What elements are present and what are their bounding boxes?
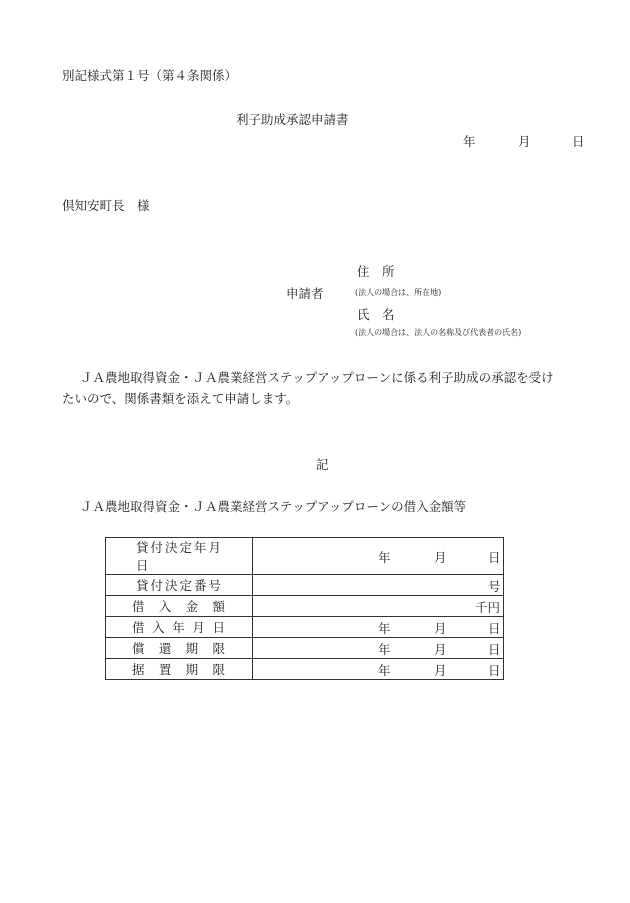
row-value-cell [253,638,504,659]
row-label-cell [106,575,253,596]
table-row [106,538,504,575]
date-year-label: 年 [463,134,476,149]
name-note: (法人の場合は、法人の名称及び代表者の氏名) [355,328,522,337]
row-label-cell [106,596,253,617]
row-label: 償 還 期 限 [132,641,225,656]
number-suffix: 号 [488,579,501,594]
row-label-cell [106,638,253,659]
year-label: 年 [378,642,391,657]
row-label: 貸付決定番号 [136,578,224,593]
address-note: (法人の場合は、所在地) [355,288,442,297]
table-row [106,617,504,638]
form-number: 別記様式第１号（第４条関係） [62,68,238,83]
row-value-cell [253,575,504,596]
row-value-cell [253,617,504,638]
body-line-1: ＪＡ農地取得資金・ＪＡ農業経営ステップアップローンに係る利子助成の承認を受け [80,370,554,385]
name-label: 氏 名 [357,307,395,322]
date-day-label: 日 [572,134,585,149]
month-label: 月 [434,621,447,636]
date-month-label: 月 [518,134,531,149]
row-label-cell [106,617,253,638]
year-label: 年 [378,550,391,565]
address-label: 住 所 [357,264,395,279]
body-line-2: たいので、関係書類を添えて申請します。 [62,391,299,406]
row-label: 借 入 金 額 [132,599,225,614]
addressee: 倶知安町長 様 [62,198,150,213]
loan-details-table [105,537,504,680]
table-row [106,659,504,680]
year-label: 年 [378,663,391,678]
table-row [106,596,504,617]
row-value-cell [253,596,504,617]
table-row [106,638,504,659]
ki-heading: 記 [316,457,329,472]
month-label: 月 [434,642,447,657]
row-label: 貸付決定年月日 [136,540,224,573]
row-label: 据 置 期 限 [132,662,225,677]
row-label-cell [106,538,253,575]
row-label: 借 入 年 月 日 [132,620,225,635]
section-heading: ＪＡ農地取得資金・ＪＡ農業経営ステップアップローンの借入金額等 [80,499,467,514]
applicant-label: 申請者 [286,286,324,301]
day-label: 日 [488,621,501,636]
table-row [106,575,504,596]
day-label: 日 [488,663,501,678]
day-label: 日 [488,642,501,657]
day-label: 日 [488,550,501,565]
amount-suffix: 千円 [475,600,501,615]
row-label-cell [106,659,253,680]
month-label: 月 [434,550,447,565]
row-value-cell [253,538,504,575]
year-label: 年 [378,621,391,636]
month-label: 月 [434,663,447,678]
document-title: 利子助成承認申請書 [236,112,349,127]
row-value-cell [253,659,504,680]
